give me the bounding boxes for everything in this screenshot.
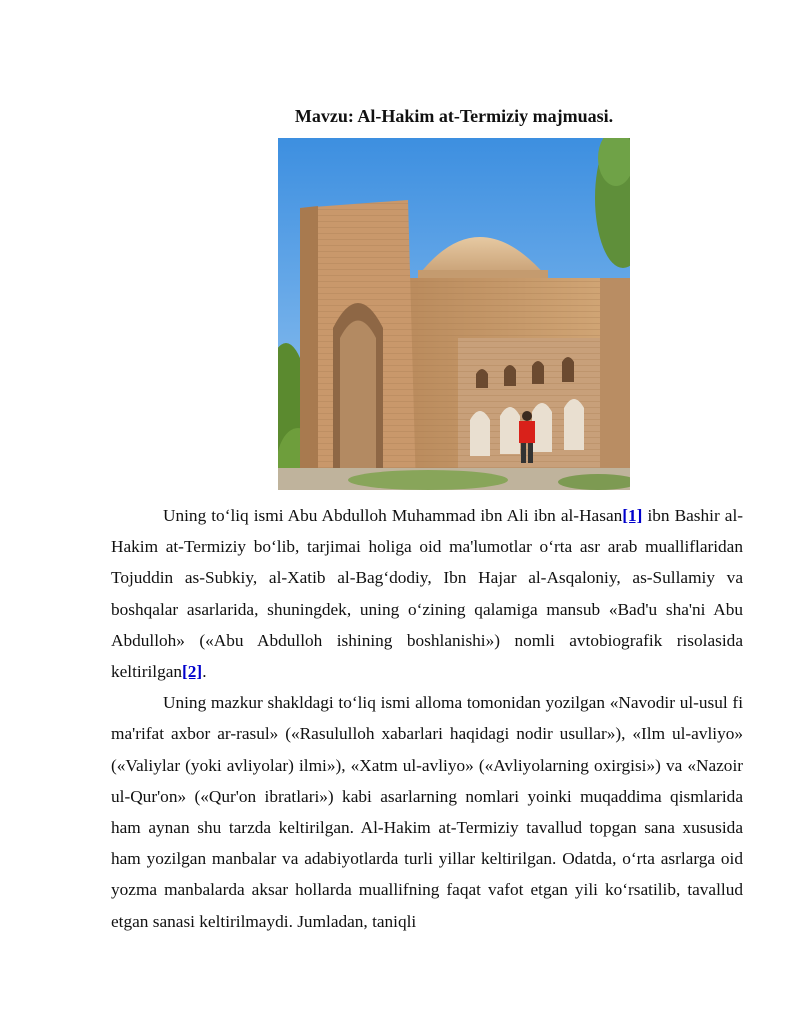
paragraph-2 — [111, 687, 743, 937]
document-title: Mavzu: Al-Hakim at-Termiziy majmuasi. — [294, 106, 614, 126]
paragraph-1 — [111, 500, 743, 687]
paragraph-2-text: Uning mazkur shakldagi to‘liq ismi alloma tomonidan yozilgan «Navodir ul-usul fi ma'rifat axbor ar-rasul» («Rasululloh xabarlari haqidagi nodir usullar»), «Ilm ul-avliyo» («Valiylar (yoki avliyolar) ilmi»), «Xatm ul-avliyo» («Avliyolarning oxirgisi») va «Nazoir ul-Qur'on» («Qur'on ibratlari») kabi asarlarning nomlari yoinki muqaddima qismlarida ham aynan shu tarzda keltirilgan. Al-Hakim at-Termiziy tavallud topgan sana xususida ham yozilgan manbalar va adabiyotlarda turli yillar keltirilgan. Odatda, o‘rta asrlarga oid yozma manbalarda aksar hollarda muallifning faqat vafot etgan yili ko‘rsatilib, tavallud etgan sanasi keltirilmaydi. Jumladan, taniqli — [111, 693, 743, 931]
paragraph-1-text-c: . — [202, 662, 207, 682]
footnote-link-1[interactable]: [1] — [622, 506, 643, 525]
mausoleum-photo — [278, 138, 630, 490]
paragraph-1-text-a: Uning to‘liq ismi Abu Abdulloh Muhammad ibn Ali ibn al-Hasan — [163, 506, 623, 525]
paragraph-1-text-b: ibn Bashir al-Hakim at-Termiziy bo‘lib, tarjimai holiga oid ma'lumotlar o‘rta asr arab mualliflaridan Tojuddin as-Subkiy, al-Xatib al-Bag‘dodiy, Ibn Hajar al-Asqaloniy, as-Sullamiy va boshqalar asarlarida, shuningdek, uning o‘zining qalamiga mansub «Bad'u sha'ni Abu Abdulloh» («Abu Abdulloh ishining boshlanishi») nomli avtobiografik risolasida keltirilgan — [111, 506, 744, 682]
footnote-link-2[interactable]: [2] — [182, 662, 203, 682]
body-text — [111, 500, 743, 937]
